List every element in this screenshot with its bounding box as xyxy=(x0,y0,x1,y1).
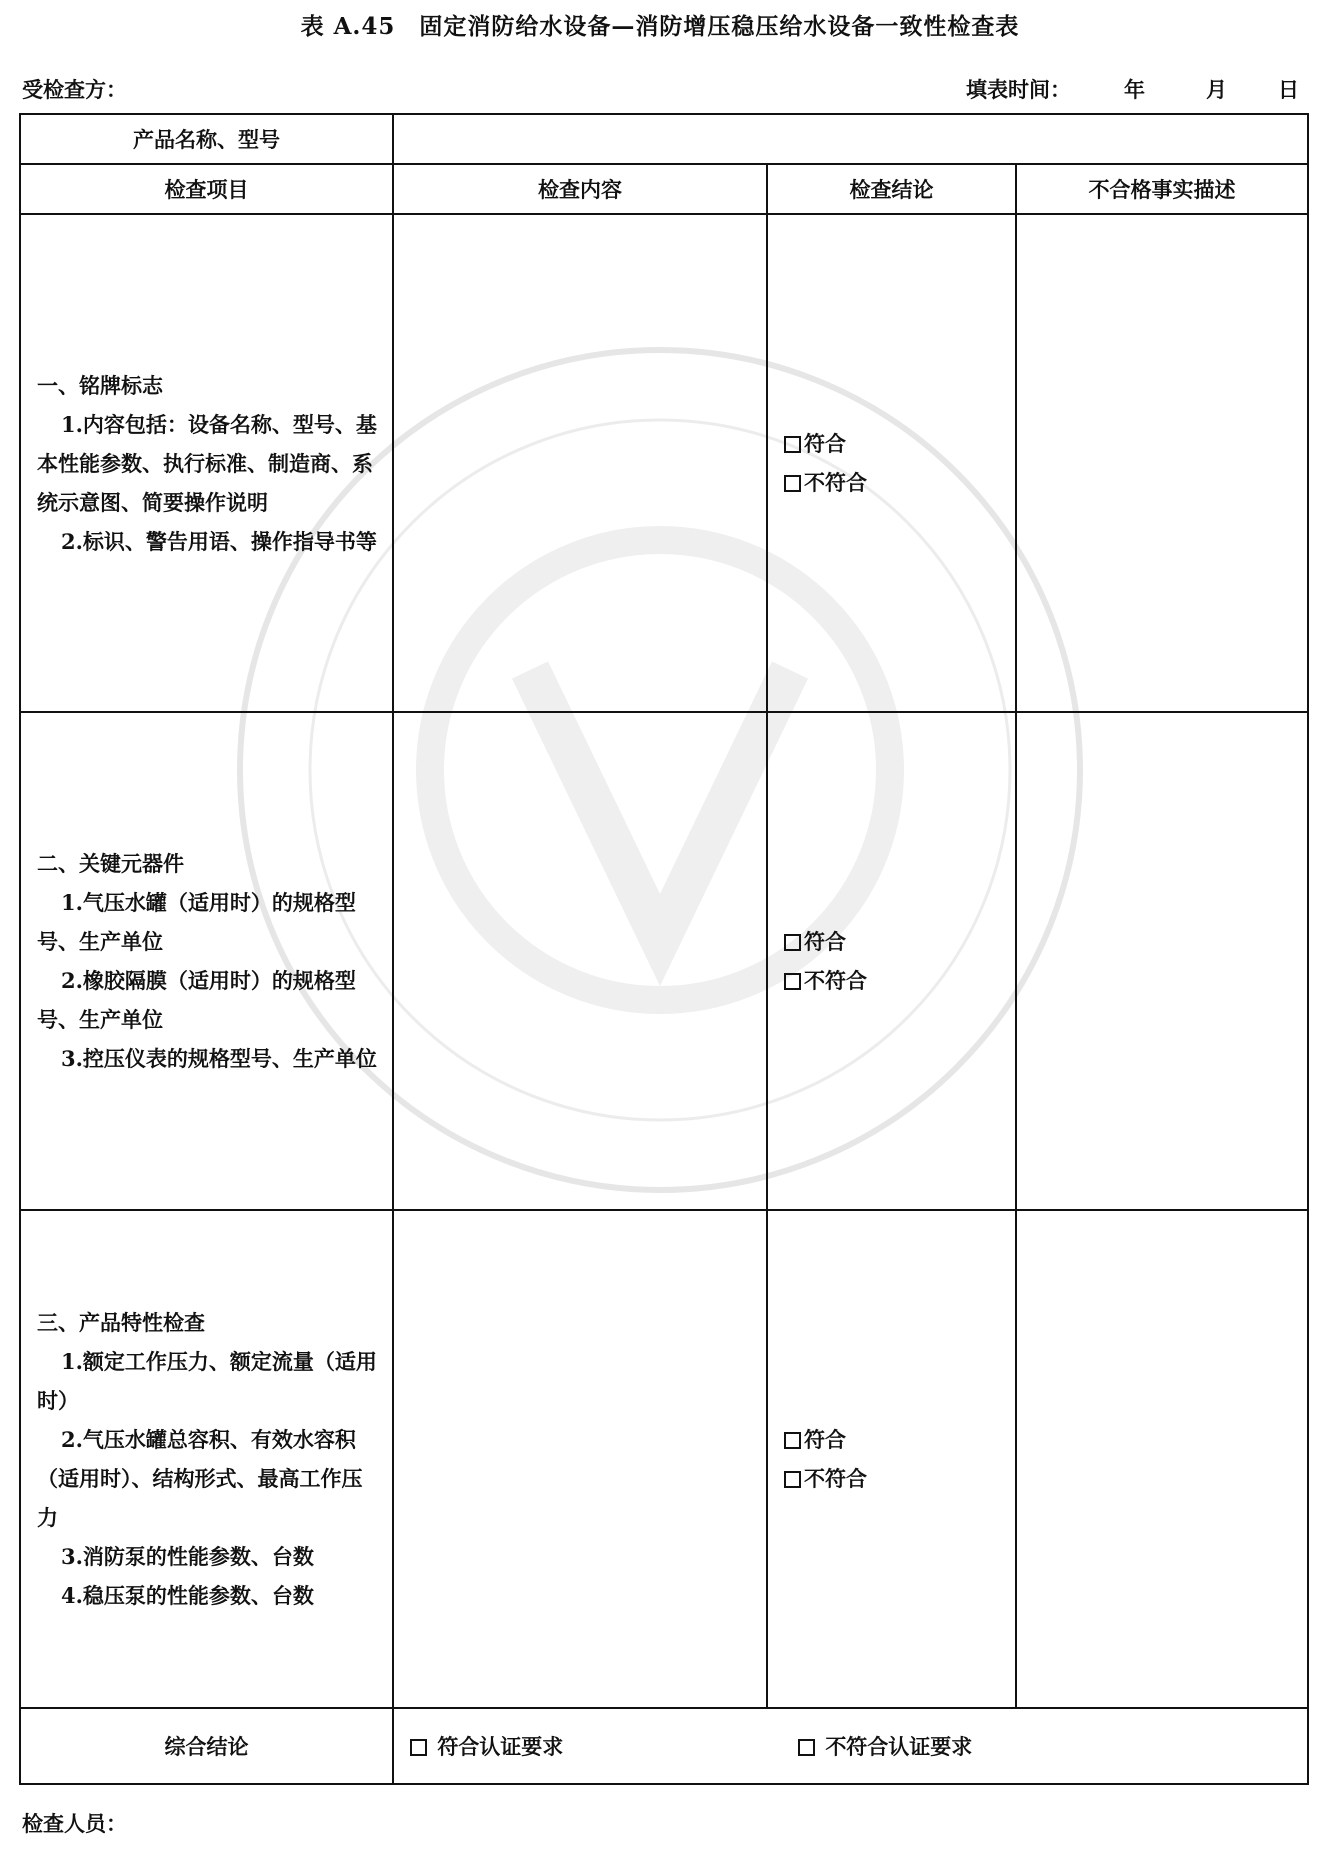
section-subitem: 1.气压水罐（适用时）的规格型号、生产单位 xyxy=(37,890,356,954)
product-name-field[interactable] xyxy=(393,114,1308,164)
inspector-label: 检查人员： xyxy=(22,1811,127,1836)
conclusion-fail-option[interactable] xyxy=(798,1731,972,1761)
content-cell[interactable] xyxy=(393,1210,767,1708)
option-pass[interactable] xyxy=(784,922,1015,961)
section-heading: 三、产品特性检查 xyxy=(37,1310,205,1335)
conclusion-pass-label: 符合认证要求 xyxy=(437,1734,564,1759)
description-cell[interactable] xyxy=(1016,214,1308,712)
checkbox-icon[interactable] xyxy=(784,973,801,990)
date-label: 填表时间： xyxy=(966,77,1071,102)
conclusion-options xyxy=(393,1708,1308,1784)
option-fail[interactable] xyxy=(784,463,1015,502)
option-pass-label: 符合 xyxy=(804,929,846,954)
conclusion-row xyxy=(20,1708,1308,1784)
section-subitem: 1.额定工作压力、额定流量（适用时） xyxy=(37,1349,377,1413)
document-title: 表 A.45 固定消防给水设备—消防增压稳压给水设备一致性检查表 xyxy=(300,13,1020,40)
section-item xyxy=(20,1210,393,1708)
section-item xyxy=(20,214,393,712)
section-subitem: 3.控压仪表的规格型号、生产单位 xyxy=(61,1046,377,1071)
conclusion-pass-option[interactable] xyxy=(410,1731,563,1761)
section-heading: 一、铭牌标志 xyxy=(37,372,163,398)
day-label: 日 xyxy=(1278,77,1299,102)
year-label: 年 xyxy=(1124,77,1145,102)
result-cell xyxy=(767,214,1016,712)
section-subitem: 2.气压水罐总容积、有效水容积（适用时）、结构形式、最高工作压力 xyxy=(37,1427,363,1530)
option-fail[interactable] xyxy=(784,961,1015,1000)
checkbox-icon[interactable] xyxy=(784,1471,801,1488)
checkbox-icon[interactable] xyxy=(784,934,801,951)
description-cell[interactable] xyxy=(1016,712,1308,1210)
content-cell[interactable] xyxy=(393,214,767,712)
month-label: 月 xyxy=(1206,77,1227,102)
section-subitem: 2.橡胶隔膜（适用时）的规格型号、生产单位 xyxy=(37,968,356,1032)
option-fail[interactable] xyxy=(784,1459,1015,1498)
checkbox-icon[interactable] xyxy=(784,475,801,492)
section-subitem: 2.标识、警告用语、操作指导书等 xyxy=(61,528,377,554)
section-subitem: 3.消防泵的性能参数、台数 xyxy=(61,1544,314,1569)
product-row xyxy=(20,114,1308,164)
column-header-row xyxy=(20,164,1308,214)
option-pass[interactable] xyxy=(784,424,1015,463)
option-fail-label: 不符合 xyxy=(804,1466,867,1491)
product-name-label: 产品名称、型号 xyxy=(20,114,393,164)
section-item xyxy=(20,712,393,1210)
description-cell[interactable] xyxy=(1016,1210,1308,1708)
inspectee-label: 受检查方： xyxy=(22,77,127,102)
col-header-item: 检查项目 xyxy=(20,164,393,214)
col-header-description: 不合格事实描述 xyxy=(1016,164,1308,214)
section-subitem: 4.稳压泵的性能参数、台数 xyxy=(61,1583,314,1608)
checkbox-icon[interactable] xyxy=(410,1739,427,1756)
conclusion-label: 综合结论 xyxy=(20,1708,393,1784)
result-cell xyxy=(767,1210,1016,1708)
option-pass[interactable] xyxy=(784,1420,1015,1459)
option-fail-label: 不符合 xyxy=(804,470,867,495)
conclusion-fail-label: 不符合认证要求 xyxy=(825,1734,973,1759)
col-header-content: 检查内容 xyxy=(393,164,767,214)
inspection-table xyxy=(19,113,1309,1785)
checkbox-icon[interactable] xyxy=(784,1432,801,1449)
section-row-product-features xyxy=(20,1210,1308,1708)
option-fail-label: 不符合 xyxy=(804,968,867,993)
option-pass-label: 符合 xyxy=(804,431,846,456)
checkbox-icon[interactable] xyxy=(798,1739,815,1756)
section-subitem: 1.内容包括：设备名称、型号、基本性能参数、执行标准、制造商、系统示意图、简要操作说明 xyxy=(37,411,377,515)
section-row-nameplate xyxy=(20,214,1308,712)
section-row-key-components xyxy=(20,712,1308,1210)
content-cell[interactable] xyxy=(393,712,767,1210)
section-heading: 二、关键元器件 xyxy=(37,851,184,876)
option-pass-label: 符合 xyxy=(804,1427,846,1452)
col-header-result: 检查结论 xyxy=(767,164,1016,214)
checkbox-icon[interactable] xyxy=(784,436,801,453)
result-cell xyxy=(767,712,1016,1210)
